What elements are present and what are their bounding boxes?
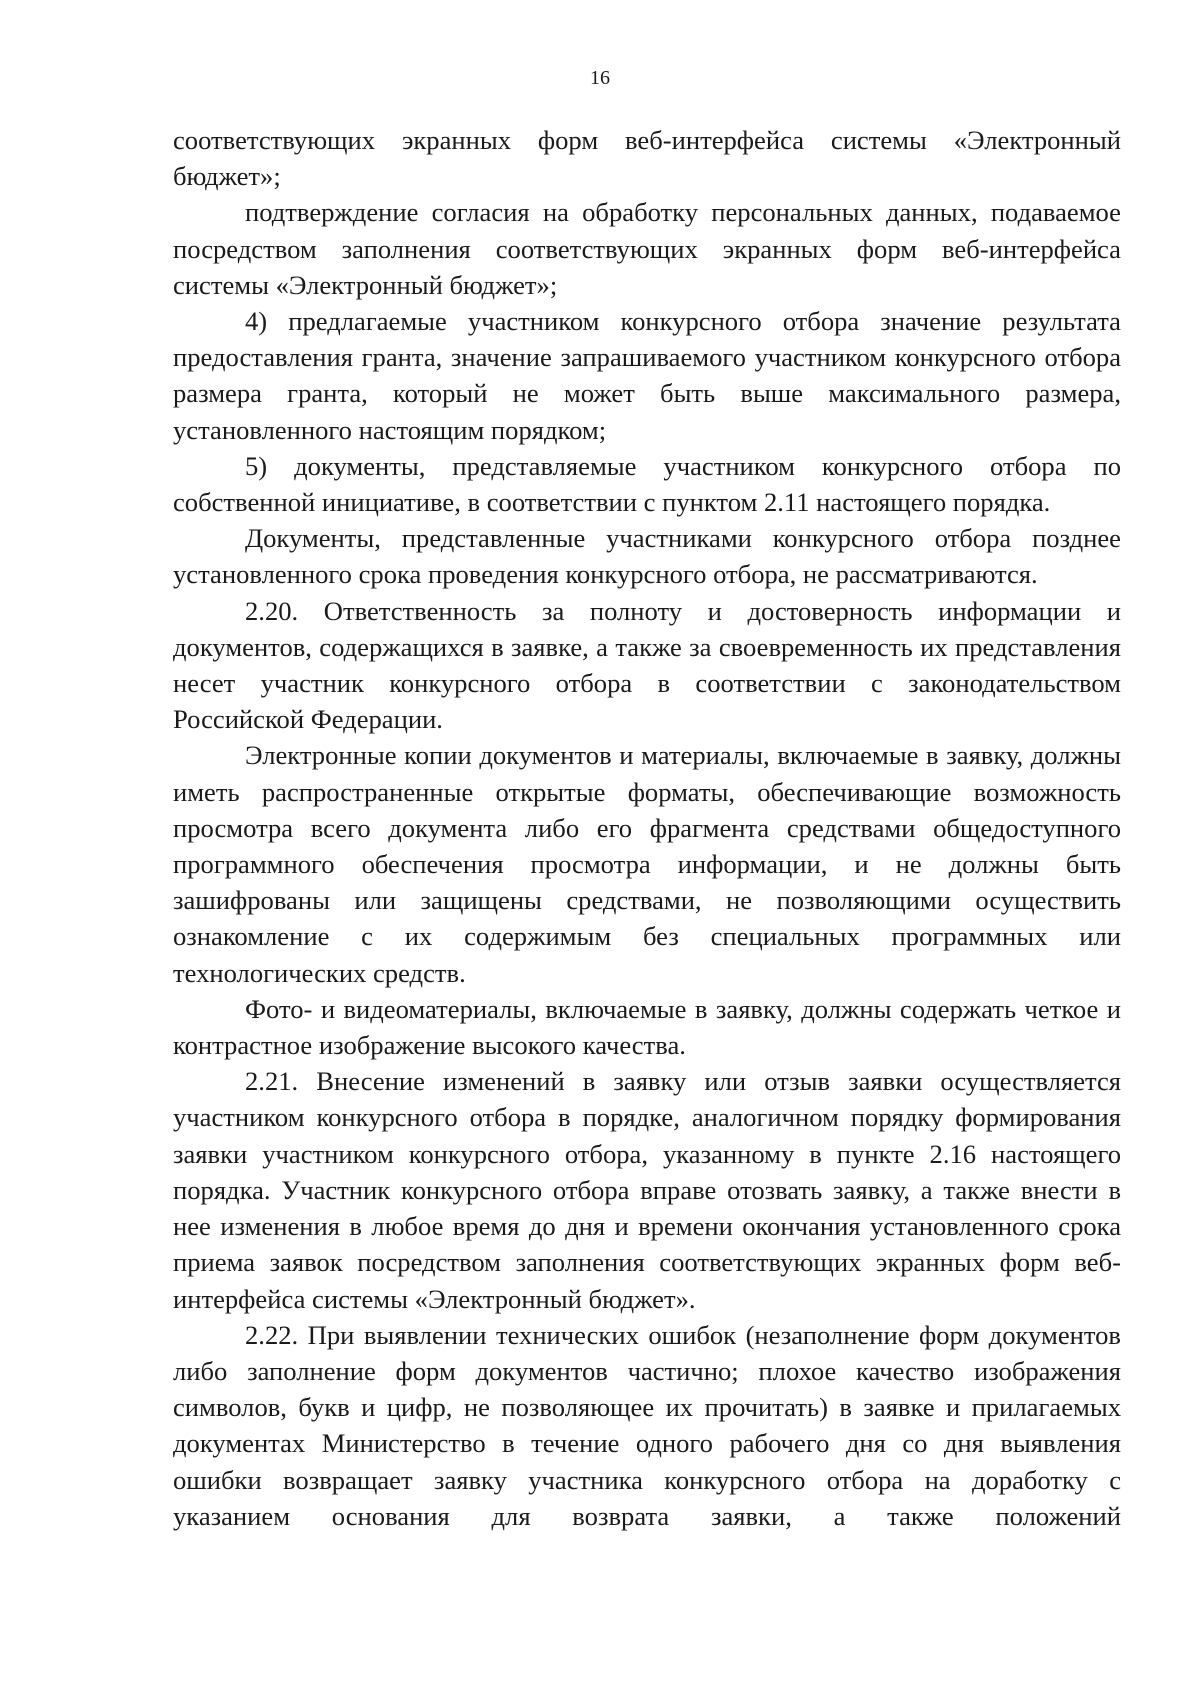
document-body (173, 122, 1121, 1534)
paragraph: Электронные копии документов и материалы, включаемые в заявку, должны иметь распространенные открытые форматы, обеспечивающие возможность просмотра всего документа либо его фрагмента средствами общедоступного программного обеспечения просмотра информации, и не должны быть зашифрованы или защищены средствами, не позволяющими осуществить ознакомление с их содержимым без специальных программных или технологических средств. (173, 740, 1121, 988)
paragraph: 5) документы, представляемые участником конкурсного отбора по собственной инициативе, в соответствии с пунктом 2.11 настоящего порядка. (173, 450, 1121, 518)
paragraph: 4) предлагаемые участником конкурсного отбора значение результата предоставления гранта, значение запрашиваемого участником конкурсного отбора размера гранта, который не может быть выше максимального размера, установленного настоящим порядком; (173, 306, 1121, 445)
paragraph: Документы, представленные участниками конкурсного отбора позднее установленного срока проведения конкурсного отбора, не рассматриваются. (173, 523, 1121, 590)
paragraph: 2.22. При выявлении технических ошибок (незаполнение форм документов либо заполнение форм документов частично; плохое качество изображения символов, букв и цифр, не позволяющее их прочитать) в заявке и прилагаемых документах Министерство в течение одного рабочего дня со дня выявления ошибки возвращает заявку участника конкурсного отбора на доработку с указанием основания для возврата заявки, а также положений (173, 1319, 1121, 1531)
paragraph: соответствующих экранных форм веб-интерфейса системы «Электронный бюджет»; (173, 125, 1121, 192)
paragraph: 2.21. Внесение изменений в заявку или отзыв заявки осуществляется участником конкурсного отбора в порядке, аналогичном порядку формирования заявки участником конкурсного отбора, указанному в пункте 2.16 настоящего порядка. Участник конкурсного отбора вправе отозвать заявку, а также внести в нее изменения в любое время до дня и времени окончания установленного срока приема заявок посредством заполнения соответствующих экранных форм веб-интерфейса системы «Электронный бюджет». (173, 1066, 1121, 1314)
paragraph: 2.20. Ответственность за полноту и достоверность информации и документов, содержащихся в заявке, а также за своевременность их представления несет участник конкурсного отбора в соответствии с законодательством Российской Федерации. (173, 595, 1121, 735)
paragraph: подтверждение согласия на обработку персональных данных, подаваемое посредством заполнения соответствующих экранных форм веб-интерфейса системы «Электронный бюджет»; (173, 197, 1121, 300)
paragraph: Фото- и видеоматериалы, включаемые в заявку, должны содержать четкое и контрастное изображение высокого качества. (173, 993, 1121, 1061)
page-number: 16 (590, 67, 610, 89)
